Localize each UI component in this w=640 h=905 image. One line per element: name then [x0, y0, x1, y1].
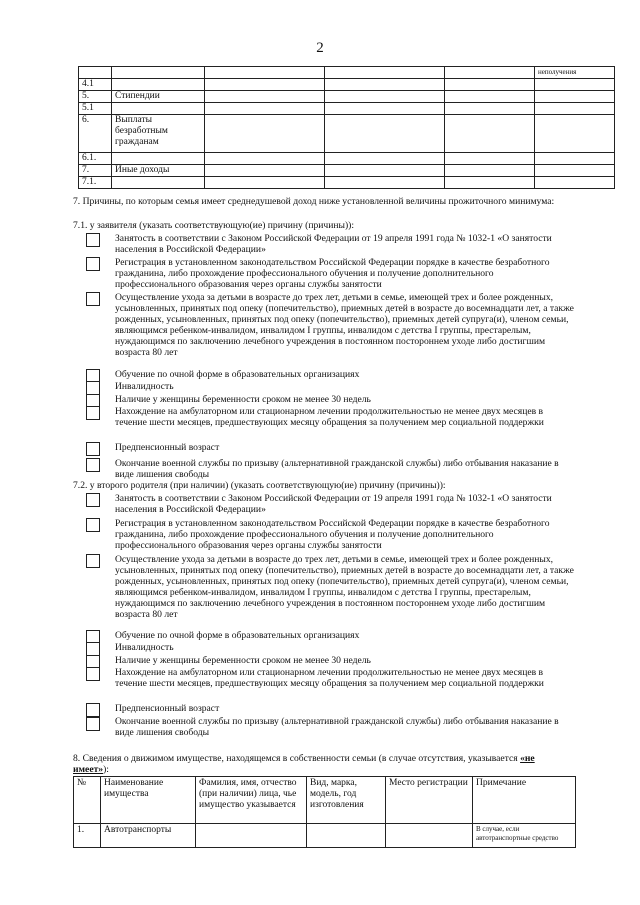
section8-title: 8. Сведения о движимом имуществе, находящемся в собственности семьи (в случае отсутствия, указывается «не имеет»):	[73, 753, 535, 775]
table-row: 1. Автотранспорты В случае, если автотранспортные средство	[74, 824, 576, 848]
reason-item: Предпенсионный возраст	[115, 703, 220, 714]
property-table	[73, 776, 576, 848]
table-row: 4.1	[79, 79, 615, 91]
checkbox[interactable]	[86, 458, 100, 472]
reason-item: Нахождение на амбулаторном или стационарном лечении продолжительностью не менее двух месяцев в течение шести месяцев, предшествующих месяцу обращения за получением мер социальной поддержки	[115, 667, 544, 689]
checkbox[interactable]	[86, 554, 100, 568]
reason-item: Предпенсионный возраст	[115, 442, 220, 453]
reason-item: Занятость в соответствии с Законом Российской Федерации от 19 апреля 1991 года № 1032-1 «О занятости населения в Российской Федерации»	[115, 493, 552, 515]
checkbox[interactable]	[86, 667, 100, 681]
reason-item: Регистрация в установленном законодательством Российской Федерации порядке в качестве безработного гражданина, либо прохождение профессионального обучения и получение дополнительного профессионального образования через органы службы занятости	[115, 518, 550, 551]
checkbox[interactable]	[86, 381, 100, 395]
checkbox[interactable]	[86, 518, 100, 532]
reason-item: Наличие у женщины беременности сроком не менее 30 недель	[115, 655, 371, 666]
col-header: №	[74, 777, 101, 824]
checkbox[interactable]	[86, 292, 100, 306]
table-row: 7.1.	[79, 177, 615, 189]
checkbox[interactable]	[86, 493, 100, 507]
checkbox[interactable]	[86, 257, 100, 271]
table-row: 5.1	[79, 103, 615, 115]
reason-item: Инвалидность	[115, 642, 174, 653]
section7-1-title: 7.1. у заявителя (указать соответствующую(ие) причину (причины)):	[73, 220, 355, 231]
reason-item: Окончание военной службы по призыву (альтернативной гражданской службы) либо отбывания наказание в виде лишения свободы	[115, 458, 559, 480]
checkbox[interactable]	[86, 442, 100, 456]
col-header: Наименование имущества	[101, 777, 196, 824]
income-table	[78, 66, 615, 189]
col-header: Фамилия, имя, отчество (при наличии) лица, чье имущество указывается	[196, 777, 307, 824]
col-header: Вид, марка, модель, год изготовления	[307, 777, 386, 824]
reason-item: Нахождение на амбулаторном или стационарном лечении продолжительностью не менее двух месяцев в течение шести месяцев, предшествующих месяцу обращения за получением мер социальной поддержки	[115, 406, 544, 428]
table-header-row	[74, 777, 576, 824]
table-row: 6. Выплаты безработным гражданам	[79, 115, 615, 153]
reason-item: Осуществление ухода за детьми в возрасте до трех лет, детьми в семье, имеющей трех и более рожденных, усыновленных, принятых под опеку (попечительство), приемных детей в возрасте до восемнадцати лет, а также рожденных, усыновленных, принятых под опеку (попечительство), приемных детей супруга(и), членом семьи, являющимся ребенком-инвалидом, инвалидом I группы, инвалидом с детства I группы, престарелым, нуждающимся по заключению лечебного учреждения в постоянном постороннем уходе либо достигшим возраста 80 лет	[115, 292, 574, 358]
checkbox[interactable]	[86, 717, 100, 731]
table-row	[79, 67, 615, 79]
col-header: Примечание	[473, 777, 576, 824]
checkbox[interactable]	[86, 406, 100, 420]
checkbox[interactable]	[86, 233, 100, 247]
section7-2-title: 7.2. у второго родителя (при наличии) (указать соответствующую(ие) причину (причины)):	[73, 480, 446, 491]
checkbox[interactable]	[86, 703, 100, 717]
table-row: 5. Стипендии	[79, 91, 615, 103]
col-header: Место регистрации	[386, 777, 473, 824]
reason-item: Наличие у женщины беременности сроком не менее 30 недель	[115, 394, 371, 405]
reason-item: Осуществление ухода за детьми в возрасте до трех лет, детьми в семье, имеющей трех и более рожденных, усыновленных, принятых под опеку (попечительство), приемных детей в возрасте до восемнадцати лет, а также рожденных, усыновленных, принятых под опеку (попечительство), приемных детей супруга(и), членом семьи, являющимся ребенком-инвалидом, инвалидом I группы, инвалидом с детства I группы, престарелым, нуждающимся по заключению лечебного учреждения в постоянном постороннем уходе либо достигшим возраста 80 лет	[115, 554, 574, 620]
table-row: 6.1.	[79, 153, 615, 165]
reason-item: Инвалидность	[115, 381, 174, 392]
reason-item: Обучение по очной форме в образовательных организациях	[115, 369, 360, 380]
section7-title: 7. Причины, по которым семья имеет среднедушевой доход ниже установленной величины прожиточного минимума:	[73, 196, 555, 207]
table-row: 7. Иные доходы	[79, 165, 615, 177]
page-number: 2	[316, 40, 324, 56]
reason-item: Обучение по очной форме в образовательных организациях	[115, 630, 360, 641]
reason-item: Окончание военной службы по призыву (альтернативной гражданской службы) либо отбывания наказание в виде лишения свободы	[115, 716, 559, 738]
reason-item: Регистрация в установленном законодательством Российской Федерации порядке в качестве безработного гражданина, либо прохождение профессионального обучения и получение дополнительного профессионального образования через органы службы занятости	[115, 257, 550, 290]
checkbox[interactable]	[86, 642, 100, 656]
table-note: неполучения	[538, 68, 577, 76]
reason-item: Занятость в соответствии с Законом Российской Федерации от 19 апреля 1991 года № 1032-1 «О занятости населения в Российской Федерации»	[115, 233, 552, 255]
